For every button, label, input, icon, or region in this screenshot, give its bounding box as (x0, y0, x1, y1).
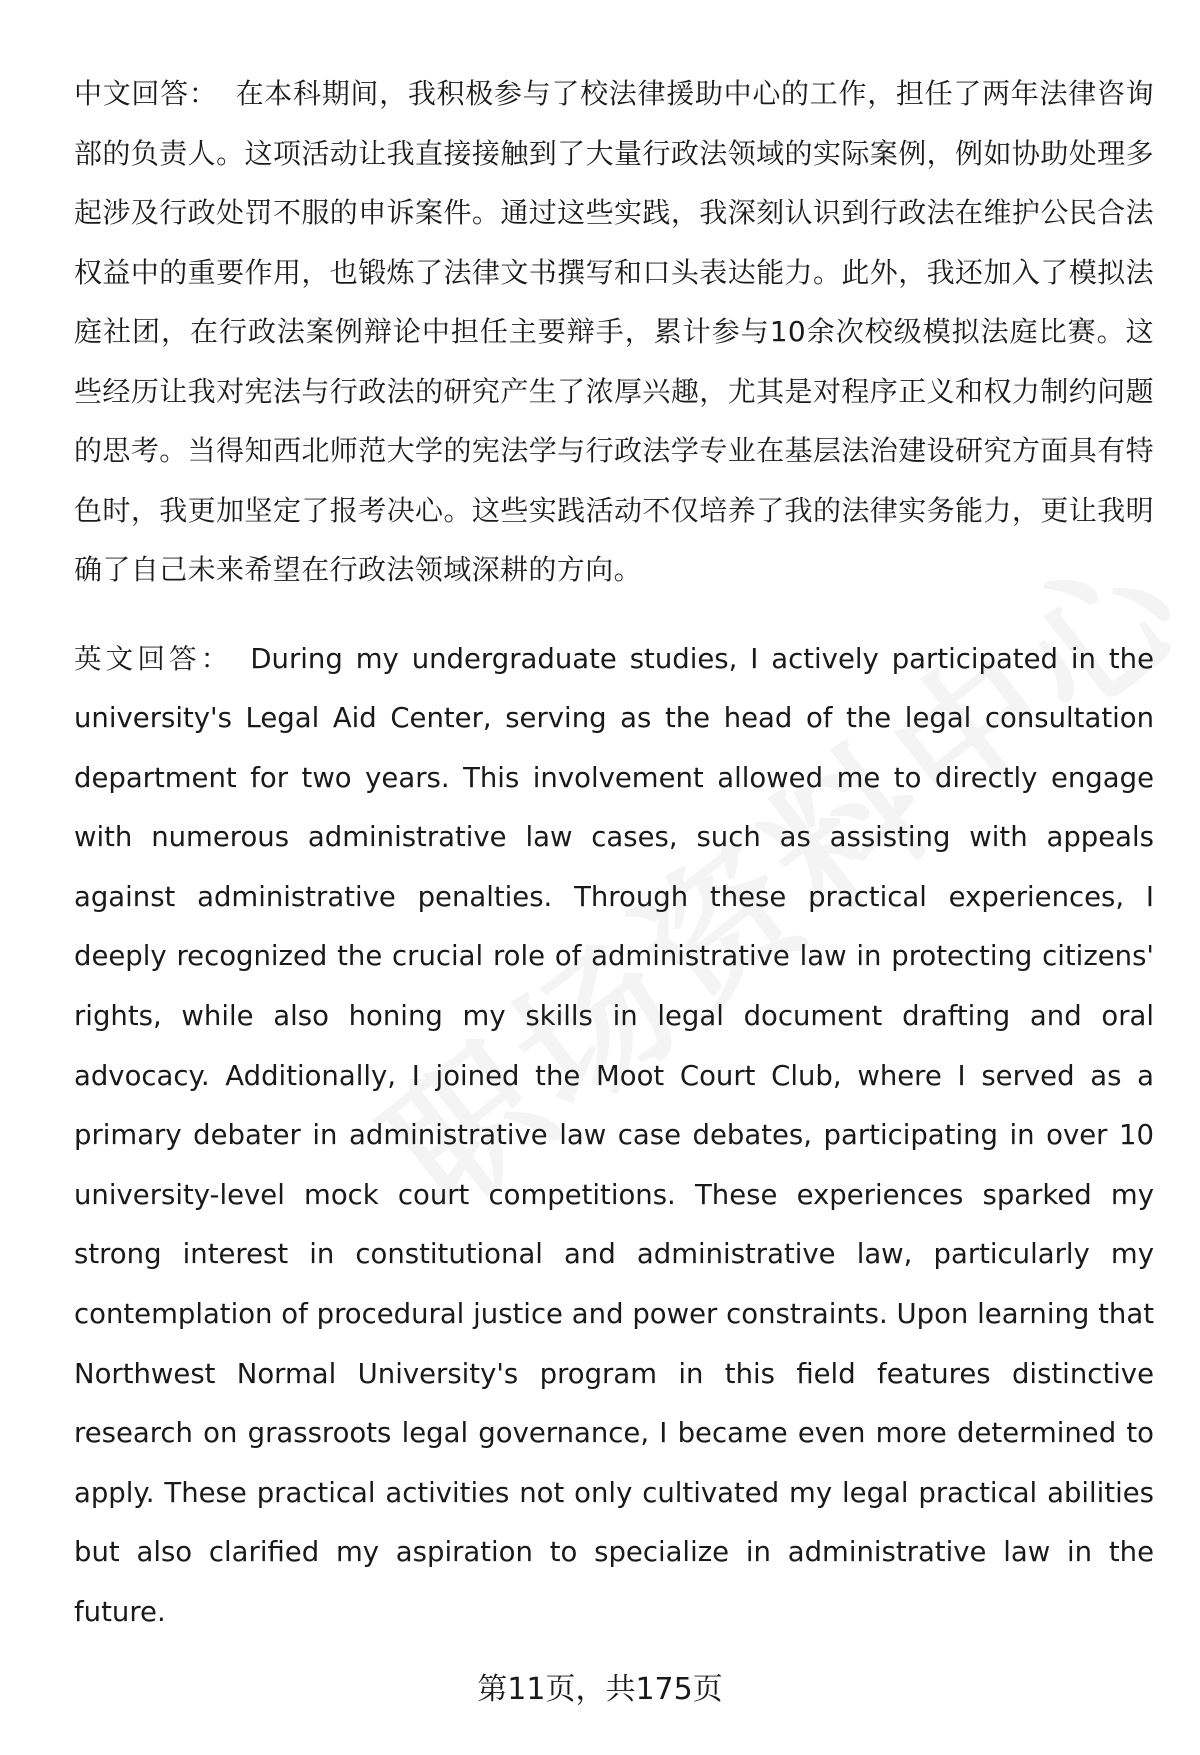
english-answer-paragraph (74, 630, 1154, 1643)
english-answer-label: 英文回答： (74, 642, 233, 675)
chinese-answer-label: 中文回答： (74, 77, 218, 110)
page-number-footer: 第11页，共175页 (477, 1672, 723, 1707)
chinese-answer-text: 在本科期间，我积极参与了校法律援助中心的工作，担任了两年法律咨询部的负责人。这项活动让我直接接触到了大量行政法领域的实际案例，例如协助处理多起涉及行政处罚不服的申诉案件。通过这些实践，我深刻认识到行政法在维护公民合法权益中的重要作用，也锻炼了法律文书撰写和口头表达能力。此外，我还加入了模拟法庭社团，在行政法案例辩论中担任主要辩手，累计参与10余次校级模拟法庭比赛。这些经历让我对宪法与行政法的研究产生了浓厚兴趣，尤其是对程序正义和权力制约问题的思考。当得知西北师范大学的宪法学与行政法学专业在基层法治建设研究方面具有特色时，我更加坚定了报考决心。这些实践活动不仅培养了我的法律实务能力，更让我明确了自己未来希望在行政法领域深耕的方向。 (74, 77, 1154, 586)
english-answer-text: During my undergraduate studies, I actively participated in the university's Legal Aid Center, serving as the head of the legal consultation department for two years. This involvement allowed me to directly engage with numerous administrative law cases, such as assisting with appeals against administrative penalties. Through these practical experiences, I deeply recognized the crucial role of administrative law in protecting citizens' rights, while also honing my skills in legal document drafting and oral advocacy. Additionally, I joined the Moot Court Club, where I served as a primary debater in administrative law case debates, participating in over 10 university-level mock court competitions. These experiences sparked my strong interest in constitutional and administrative law, particularly my contemplation of procedural justice and power constraints. Upon learning that Northwest Normal University's program in this field features distinctive research on grassroots legal governance, I became even more determined to apply. These practical activities not only cultivated my legal practical abilities but also clarified my aspiration to specialize in administrative law in the future. (74, 642, 1154, 1628)
chinese-answer-paragraph (74, 64, 1154, 600)
document-body (74, 64, 1154, 1643)
